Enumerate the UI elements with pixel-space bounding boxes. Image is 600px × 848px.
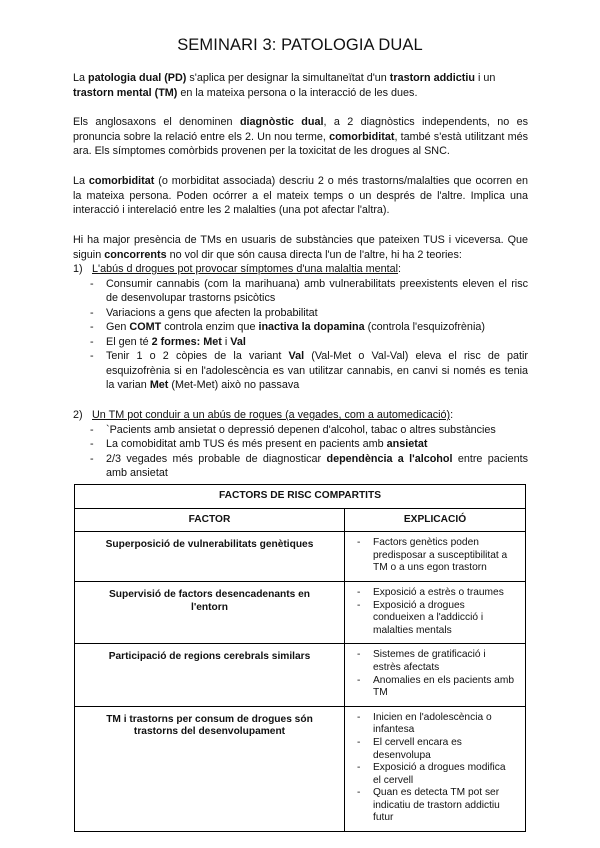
table-row (75, 532, 526, 582)
column-header-factor: FACTOR (75, 508, 345, 532)
factor-cell: Superposició de vulnerabilitats genètiques (75, 532, 345, 582)
dash-bullet: - (90, 423, 94, 436)
text: s'aplica per designar la simultaneïtat d'un (186, 72, 390, 84)
text: Exposició a drogues modifica el cervell (373, 762, 506, 786)
list-item (73, 423, 528, 438)
dash-bullet: - (357, 537, 361, 549)
theory-1-list (73, 262, 528, 393)
dash-bullet: - (90, 306, 94, 319)
explanation-item (355, 537, 515, 575)
explanation-cell (345, 581, 526, 643)
list-item (73, 349, 528, 393)
text: La comobiditat amb TUS és més present en pacients amb (106, 438, 387, 450)
list-number: 1) (73, 263, 83, 275)
table-row (75, 581, 526, 643)
text: Consumir cannabis (com la marihuana) amb vulnerabilitats preexistents eleven el risc de desenvolupar trastorns psicòtics (106, 277, 528, 304)
bold-term: comorbiditat (329, 130, 395, 143)
text: i un (474, 72, 496, 84)
bold-term: COMT (129, 321, 162, 333)
list-item (73, 335, 528, 350)
list-item (73, 320, 528, 335)
dash-bullet: - (357, 736, 361, 748)
dash-bullet: - (357, 599, 361, 611)
theory-2-heading (73, 408, 528, 423)
explanation-item (355, 712, 515, 737)
text: en la mateixa persona o la interacció de les dues. (177, 86, 418, 99)
bold-term: Met (149, 379, 169, 391)
bold-term: dependència a l'alcohol (326, 452, 453, 465)
list-item (73, 437, 528, 452)
dash-bullet: - (357, 787, 361, 799)
list-item (73, 277, 528, 306)
paragraph-definition (73, 71, 528, 100)
text: Variacions a gens que afecten la probabilitat (106, 306, 318, 319)
table-header-row (75, 508, 526, 532)
table-row (75, 644, 526, 706)
explanation-item (355, 587, 515, 600)
paragraph-dual-diagnosis (73, 115, 528, 159)
text: (Val-Met o Val-Val) eleva el risc de patir esquizofrènia si en l'adolescència es van utilitzar cannabis, en canvi si només es tenia la varian (106, 350, 528, 391)
text: La (73, 175, 89, 187)
theory-2-list (73, 408, 528, 481)
dash-bullet: - (90, 335, 94, 348)
text: no vol dir que són causa directa l'un de l'altre, hi ha 2 teories: (166, 248, 462, 261)
theory-title: L'abús d drogues pot provocar símptomes d'una malaltia mental (92, 263, 399, 275)
dash-bullet: - (357, 586, 361, 598)
bold-term: Val (230, 335, 246, 348)
text: Els anglosaxons el denominen (73, 116, 240, 128)
dash-bullet: - (90, 350, 94, 362)
explanation-item (355, 649, 515, 674)
text: Exposició a drogues condueixen a l'addicció i malalties mentals (373, 599, 484, 636)
text: Quan es detecta TM pot ser indicatiu de trastorn addictiu futur (373, 787, 500, 824)
text: : (450, 409, 454, 421)
text: Hi ha major presència de TMs en usuaris de substàncies que pateixen TUS i viceversa. Que siguin (73, 234, 528, 261)
dash-bullet: - (357, 711, 361, 723)
text: : (398, 263, 402, 275)
text: Tenir 1 o 2 còpies de la variant (106, 350, 289, 362)
dash-bullet: - (357, 674, 361, 686)
text: Gen (106, 321, 130, 333)
explanation-item (355, 737, 515, 762)
bold-term: patologia dual (PD) (88, 72, 187, 84)
bold-term: comorbiditat (88, 175, 155, 187)
table-caption: FACTORS DE RISC COMPARTITS (75, 485, 526, 509)
text: El gen té (106, 335, 152, 348)
paragraph-comorbidity (73, 174, 528, 218)
factor-cell: Participació de regions cerebrals similars (75, 644, 345, 706)
text: , a 2 diagnòstics independents, no es pronuncia sobre la relació entre els 2. Un nou terme, (73, 116, 528, 143)
text: El cervell encara es desenvolupa (373, 736, 462, 761)
text: i (221, 335, 231, 348)
text: 2/3 vegades més probable de diagnosticar (106, 452, 327, 465)
explanation-item (355, 787, 515, 825)
table-row (75, 706, 526, 831)
dash-bullet: - (90, 452, 94, 465)
bold-term: ansietat (386, 438, 428, 450)
bold-term: Val (288, 350, 305, 362)
theory-title: Un TM pot conduir a un abús de rogues (a vegades, com a automedicació) (92, 409, 451, 421)
text: (Met-Met) això no passava (168, 379, 300, 391)
table-caption-row (75, 485, 526, 509)
factor-cell: TM i trastorns per consum de drogues són trastorns del desenvolupament (75, 706, 345, 831)
dash-bullet: - (90, 438, 94, 450)
explanation-cell (345, 706, 526, 831)
column-header-explicacio: EXPLICACIÓ (345, 508, 526, 532)
paragraph-theories (73, 233, 528, 262)
text: (controla l'esquizofrènia) (364, 321, 485, 333)
bold-term: diagnòstic dual (239, 116, 324, 128)
text: La (73, 72, 89, 84)
page-title: SEMINARI 3: PATOLOGIA DUAL (177, 36, 423, 54)
dash-bullet: - (90, 277, 94, 290)
list-item (73, 452, 528, 481)
text: Exposició a estrès o traumes (373, 586, 504, 598)
explanation-cell (345, 532, 526, 582)
text: Sistemes de gratificació i estrès afectats (373, 649, 486, 673)
text: entre pacients amb ansietat (106, 452, 528, 479)
text: controla enzim que (161, 321, 259, 333)
dash-bullet: - (357, 649, 361, 661)
bold-term: trastorn addictiu (389, 72, 475, 84)
dash-bullet: - (90, 321, 94, 333)
text: Inicien en l'adolescència o infantesa (373, 711, 492, 736)
list-number: 2) (73, 409, 83, 421)
explanation-item (355, 600, 515, 638)
risk-factors-table (74, 484, 526, 832)
explanation-cell (345, 644, 526, 706)
explanation-item (355, 675, 515, 700)
bold-term: 2 formes: Met (151, 335, 222, 348)
text: (o morbiditat associada) descriu 2 o més trastorns/malalties que ocorren en la mateixa persona. Poden ocórrer a el mateix temps o un després de l'altre. Implica una interacció i interelació entre les 2 malalties (una pot afectar l'altra). (73, 175, 528, 216)
text: `Pacients amb ansietat o depressió depenen d'alcohol, tabac o altres substàncies (106, 423, 496, 436)
text: Anomalies en els pacients amb TM (373, 674, 515, 699)
bold-term: concorrents (104, 248, 167, 261)
list-item (73, 306, 528, 321)
bold-term: inactiva la dopamina (258, 321, 365, 333)
text: Factors genètics poden predisposar a susceptibilitat a TM o a uns egon trastorn (373, 537, 508, 574)
explanation-item (355, 762, 515, 787)
dash-bullet: - (357, 762, 361, 774)
theory-1-heading (73, 262, 528, 277)
bold-term: trastorn mental (TM) (73, 86, 178, 99)
text: , també s'està utilitzant més ara. Els símptomes comòrbids provenen per la toxicitat de les drogues al SNC. (73, 130, 528, 157)
factor-cell: Supervisió de factors desencadenants en l'entorn (75, 581, 345, 643)
